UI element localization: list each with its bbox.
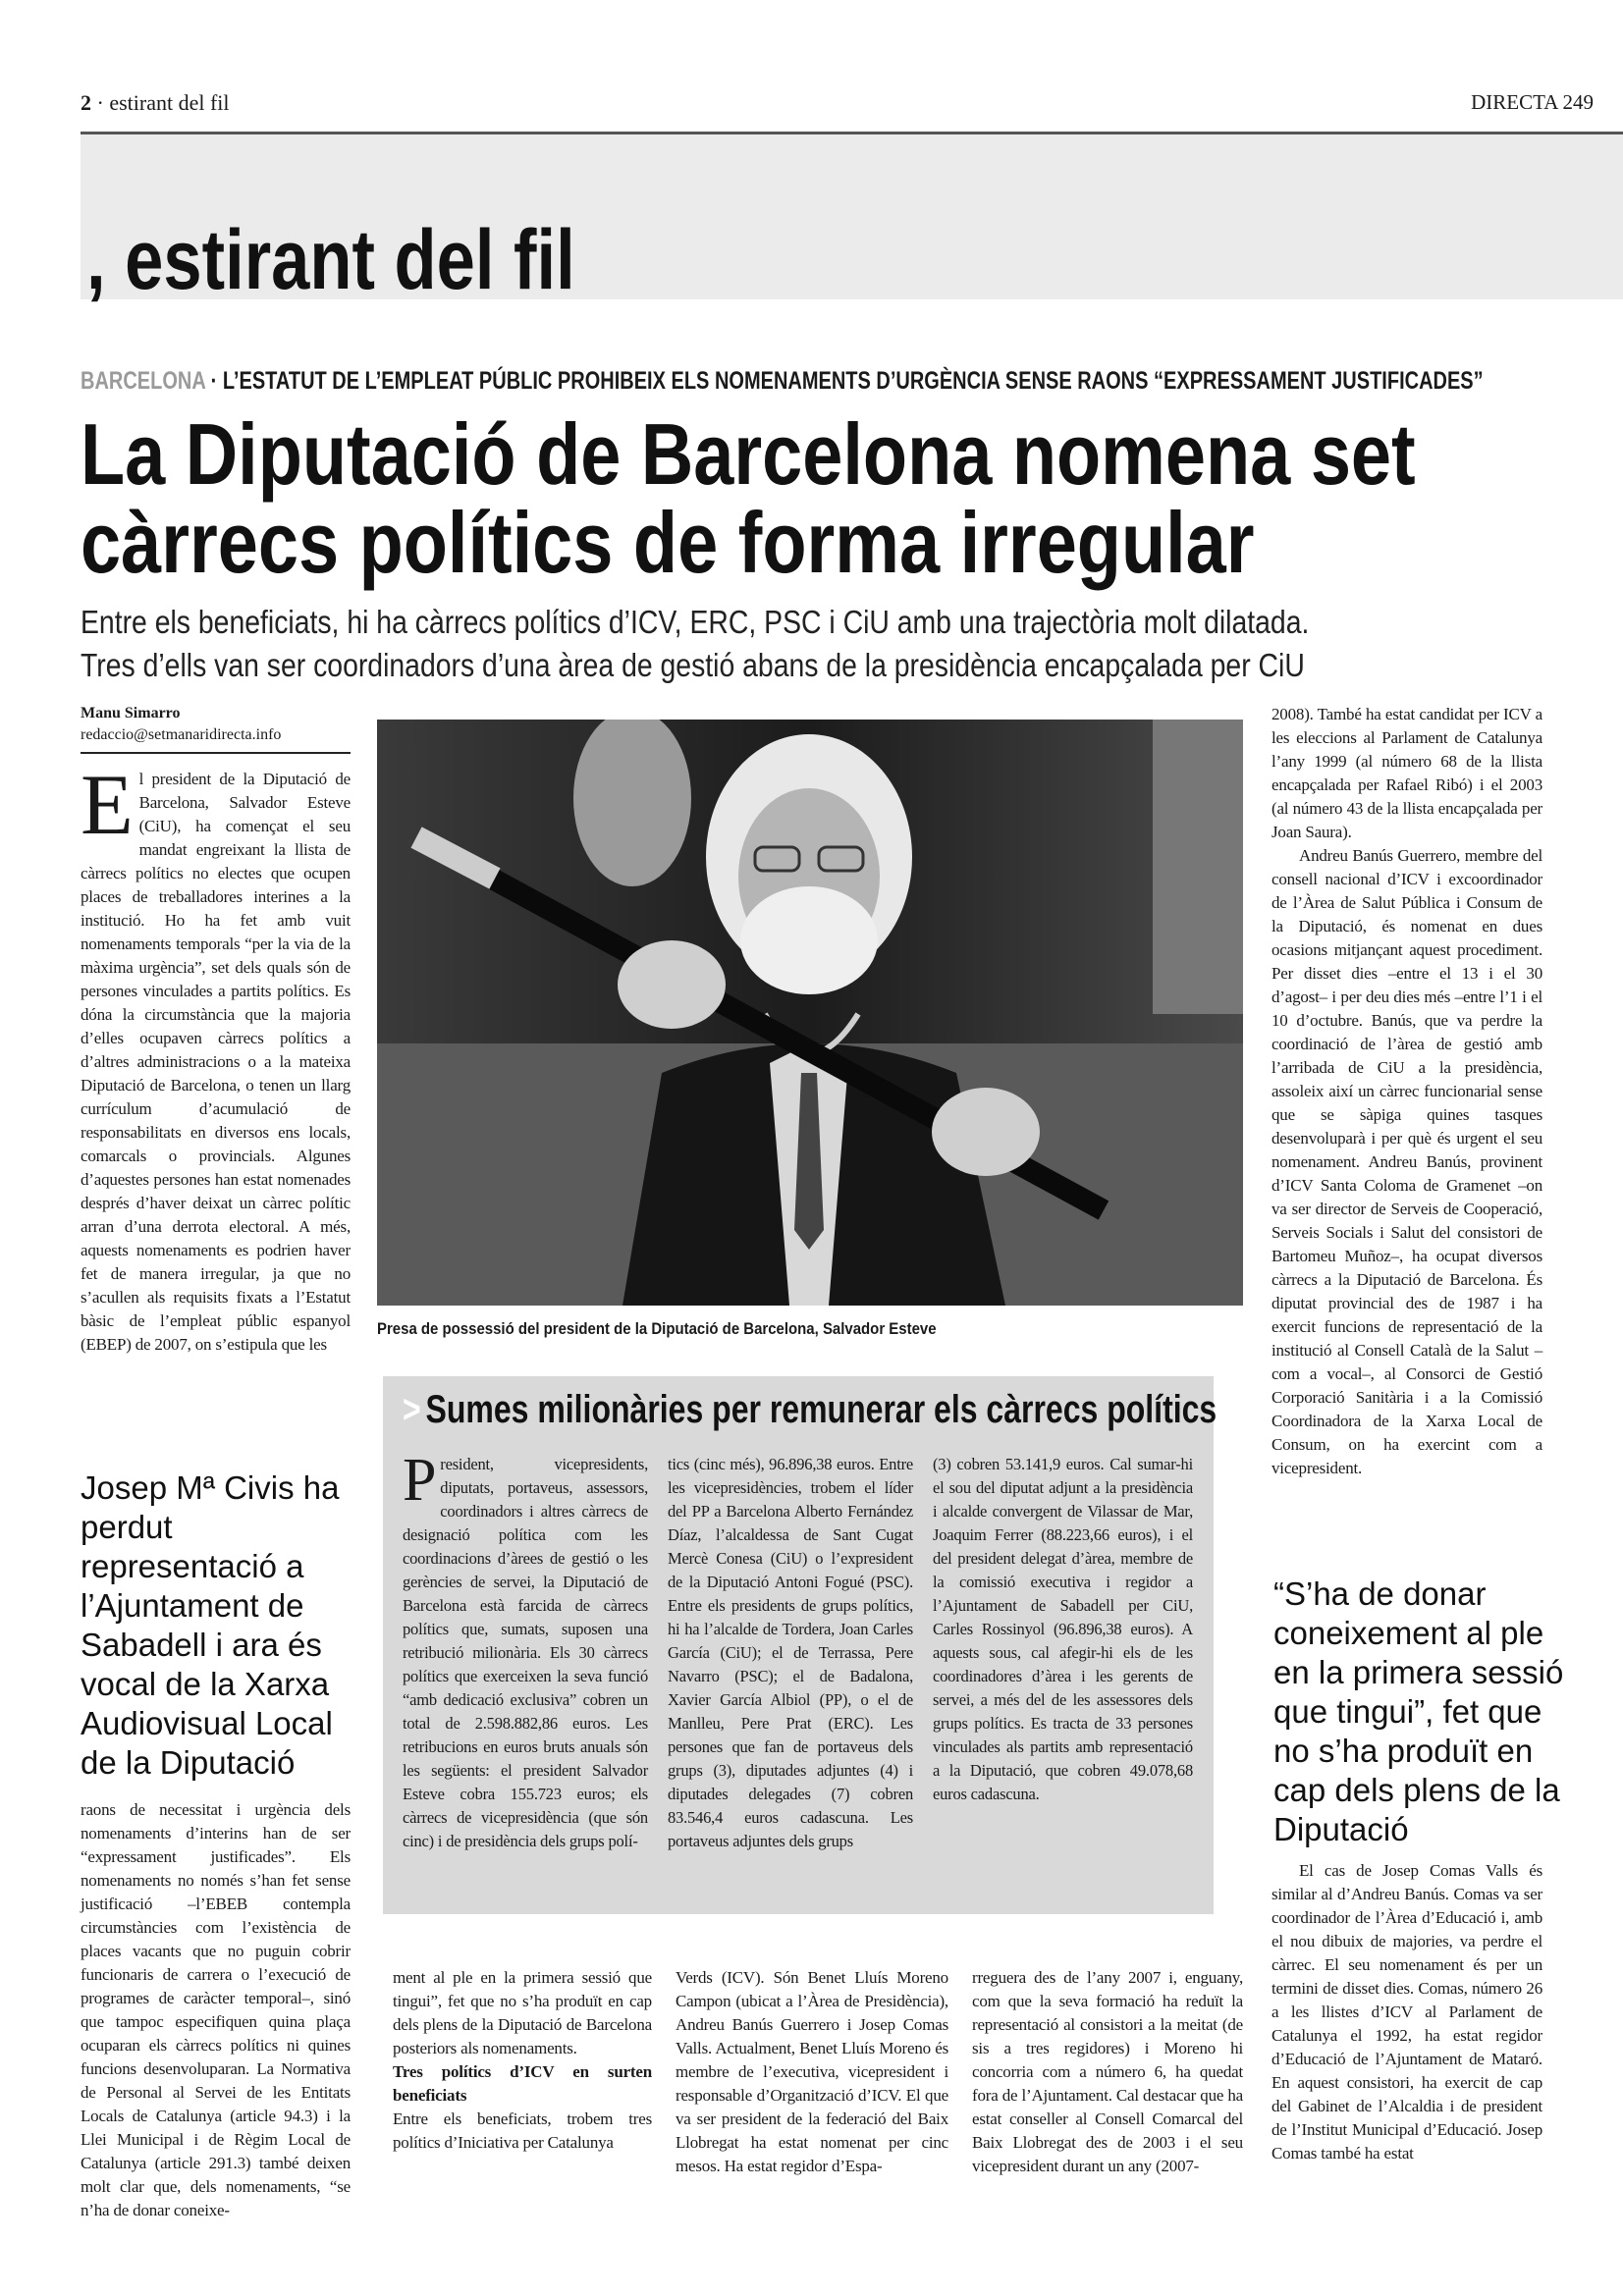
pull-quote-right: “S’ha de donar coneixement al ple en la primera sessió que tingui”, fet que no s’ha produït en cap dels plens de la Diputació: [1273, 1575, 1564, 1847]
deck: [81, 601, 1309, 687]
photo-caption: Presa de possessió del president de la Diputació de Barcelona, Salvador Esteve: [377, 1319, 937, 1338]
chevron-right-icon: >: [403, 1388, 421, 1431]
drop-cap: E: [81, 758, 134, 853]
author-name: Manu Simarro: [81, 705, 181, 721]
byline: [81, 703, 351, 754]
article-column-5-continued: [1271, 1859, 1542, 2165]
article-column-5: [1271, 703, 1542, 1480]
article-column-1: [81, 758, 351, 1357]
drop-cap: P: [403, 1447, 437, 1514]
sidebar-box-title: [403, 1388, 1217, 1432]
sidebar-paragraph: tics (cinc més), 96.896,38 euros. Entre les vicepresidències, trobem el líder del PP a Barcelona Alberto Fernández Díaz, l’alcaldessa de Sant Cugat Mercè Conesa (CiU) o l’expresident de la Diputació Antoni Fogué (PSC). Entre els presidents de grups polítics, hi ha l’alcalde de Tordera, Joan Carles García (CiU); el de Terrassa, Pere Navarro (PSC); el de Badalona, Xavier García Albiol (PP), o el de Manlleu, Pere Prat (ERC). Les persones que fan de portaveus dels grups (3), diputades adjuntes (4) i diputades delegades (7) cobren 83.546,4 euros cadascuna. Les portaveus adjuntes dels grups: [668, 1455, 913, 1850]
photo-president-with-cane: [377, 720, 1243, 1306]
article-paragraph: rreguera des de l’any 2007 i, enguany, com que la seva formació ha reduït la representació al consistori a la meitat (de sis a tres regidores) i Moreno hi concorria com a número 6, ha quedat fora de l’Ajuntament. Cal destacar que ha estat conseller al Consell Comarcal del Baix Llobregat des de 2003 i el seu vicepresident durant un any (2007-: [972, 1968, 1243, 2175]
article-column-3: [676, 1966, 948, 2178]
kicker-place: BARCELONA: [81, 367, 206, 395]
article-paragraph: Entre els beneficiats, trobem tres polítics d’Iniciativa per Catalunya: [393, 2109, 652, 2152]
article-paragraph: ment al ple en la primera sessió que tingui”, fet que no s’ha produït en cap dels plens de la Diputació de Barcelona posteriors als nomenaments.: [393, 1968, 652, 2057]
article-paragraph: raons de necessitat i urgència dels nomenaments d’interins han de ser “expressament justificades”. Els nomenaments no només s’han fet sense justificació –l’EBEB contempla circumstàncies com l’existència de places vacants que no puguin cobrir funcionaris de carrera o l’execució de programes de caràcter temporal–, sinó que tampoc especifiquen quina plaça ocuparan els càrrecs polítics ni quines funcions desenvoluparan. La Normativa de Personal al Servei de les Entitats Locals de Catalunya (article 94.3) i la Llei Municipal i de Règim Local de Catalunya (article 291.3) també deixen molt clar que, dels nomenaments, “se n’ha de donar coneixe-: [81, 1800, 351, 2219]
headline-line-2: càrrecs polítics de forma irregular: [81, 494, 1255, 591]
sidebar-column-2: [668, 1453, 913, 1853]
kicker-separator: ·: [205, 367, 223, 395]
pull-quote-left: Josep Mª Civis ha perdut representació a l’Ajuntament de Sabadell i ara és vocal de la Xarxa Audiovisual Local de la Diputació: [81, 1469, 340, 1781]
headline-line-1: La Diputació de Barcelona nomena set: [81, 405, 1416, 503]
article-subhead: Tres polítics d’ICV en surten beneficiats: [393, 2062, 652, 2105]
news-photo: [377, 720, 1243, 1306]
headline: [81, 405, 1416, 591]
sidebar-box: [383, 1376, 1217, 1914]
kicker-text: L’ESTATUT DE L’EMPLEAT PÚBLIC PROHIBEIX ELS NOMENAMENTS D’URGÈNCIA SENSE RAONS “EXPRESSAMENT JUSTIFICADES”: [222, 367, 1484, 395]
deck-line-1: Entre els beneficiats, hi ha càrrecs polítics d’ICV, ERC, PSC i CiU amb una trajectòria molt dilatada.: [81, 604, 1310, 640]
article-paragraph: l president de la Diputació de Barcelona, Salvador Esteve (CiU), ha començat el seu mandat engreixant la llista de càrrecs polítics no electes que ocupen places de treballadores interines a la institució. Ho ha fet amb vuit nomenaments temporals “per la via de la màxima urgència”, set dels quals són de persones vinculades a partits polítics. Es dóna la circumstància que la majoria d’elles ocupaven càrrecs polítics a d’altres administracions o a la mateixa Diputació de Barcelona, o tenen un llarg currículum d’acumulació de responsabilitats en diversos ens locals, comarcals o provincials. Algunes d’aquestes persones han estat nomenades després d’haver deixat un càrrec polític arran d’una derrota electoral. A més, aquests nomenaments es podrien haver fet de manera irregular, ja que no s’acullen als requisits fixats a l’Estatut bàsic de l’empleat públic espanyol (EBEP) de 2007, on s’estipula que les: [81, 770, 351, 1354]
article-paragraph: 2008). També ha estat candidat per ICV a les eleccions al Parlament de Catalunya l’any 1999 (al número 68 de la llista encapçalada per Rafael Ribó) i el 2003 (al número 43 de la llista encapçalada per Joan Saura).: [1271, 705, 1542, 841]
article-column-1-continued: [81, 1798, 351, 2222]
article-column-2: [393, 1966, 652, 2155]
article-column-4: [972, 1966, 1243, 2178]
page-number: 2: [81, 90, 91, 115]
sidebar-column-1: [403, 1447, 648, 1853]
deck-line-2: Tres d’ells van ser coordinadors d’una àrea de gestió abans de la presidència encapçalada per CiU: [81, 647, 1305, 683]
article-paragraph: El cas de Josep Comas Valls és similar al d’Andreu Banús. Comas va ser coordinador de l’Àrea d’Educació i, amb el nou dibuix de majories, va perdre el càrrec. El seu nomenament és per un termini de disset dies. Comas, número 26 a les llistes d’ICV al Parlament de Catalunya el 1992, ha estat regidor d’Educació de l’Ajuntament de Mataró. En aquest consistori, ha exercit de cap del Gabinet de l’Alcaldia i de president de l’Institut Municipal d’Educació. Josep Comas també ha estat: [1271, 1861, 1542, 2163]
sidebar-paragraph: resident, vicepresidents, diputats, portaveus, assessors, coordinadors i altres càrrecs de designació política com les coordinacions d’àrees de gestió o les gerències de servei, la Diputació de Barcelona està farcida de càrrecs polítics que, sumats, suposen una retribució milionària. Els 30 càrrecs polítics que exerceixen la seva funció “amb dedicació exclusiva” cobren un total de 2.598.882,86 euros. Les retribucions en euros bruts anuals són les següents: el president Salvador Esteve cobra 155.723 euros; els càrrecs de vicepresidència (que són cinc) i de presidència dels grups polí-: [403, 1455, 648, 1850]
kicker: [81, 367, 1484, 396]
issue-number: DIRECTA 249: [1471, 90, 1594, 114]
sidebar-box-title-text: Sumes milionàries per remunerar els càrrecs polítics: [425, 1388, 1217, 1431]
article-paragraph: Verds (ICV). Són Benet Lluís Moreno Campon (ubicat a l’Àrea de Presidència), Andreu Banús Guerrero i Josep Comas Valls. Actualment, Benet Lluís Moreno és membre de l’executiva, vicepresident i responsable d’Organització d’ICV. El que va ser president de la federació del Baix Llobregat ha estat nomenat per cinc mesos. Ha estat regidor d’Espa-: [676, 1968, 948, 2175]
sidebar-column-3: [933, 1453, 1193, 1806]
sidebar-paragraph: (3) cobren 53.141,9 euros. Cal sumar-hi el sou del diputat adjunt a la presidència i alcalde convergent de Vilassar de Mar, Joaquim Ferrer (88.223,66 euros), i el del president delegat d’àrea, membre de la comissió executiva i regidor a l’Ajuntament de Sabadell per CiU, Carles Rossinyol (96.896,38 euros). A aquests sous, cal afegir-hi els de les coordinadores d’àrea i les gerents de servei, a més del de les assessores dels grups polítics. Es tracta de 33 persones vinculades als partits amb representació a la Diputació, que cobren 49.078,68 euros cadascuna.: [933, 1455, 1193, 1803]
author-email[interactable]: redaccio@setmanaridirecta.info: [81, 726, 282, 743]
folio-section: estirant del fil: [109, 90, 230, 115]
page-folio: [81, 90, 230, 116]
section-title: , estirant del fil: [86, 213, 575, 307]
article-paragraph: Andreu Banús Guerrero, membre del consell nacional d’ICV i excoordinador de l’Àrea de Salut Pública i Consum de la Diputació, és nomenat en dues ocasions mitjançant aquest procediment. Per disset dies –entre el 13 i el 30 d’agost– i per deu dies més –entre l’1 i el 10 d’octubre. Banús, que va perdre la coordinació de l’àrea de gestió amb l’arribada de CiU a la presidència, assoleix així un càrrec funcionarial sense que se sàpiga quines tasques desenvoluparà i per què és urgent el seu nomenament. Andreu Banús, provinent d’ICV Santa Coloma de Gramenet –on va ser director de Serveis de Cooperació, Serveis Socials i Salut del consistori de Bartomeu Muñoz–, ha ocupat diversos càrrecs a la Diputació de Barcelona. És diputat provincial des de 1987 i ha exercit funcions de representació de la institució al Consell Català de la Salut –com a vocal–, al Consorci de Gestió Corporació Sanitària i a la Comissió Coordinadora de la Xarxa Local de Consum, on ha exercint com a vicepresident.: [1271, 846, 1542, 1477]
folio-separator: ·: [91, 90, 110, 115]
